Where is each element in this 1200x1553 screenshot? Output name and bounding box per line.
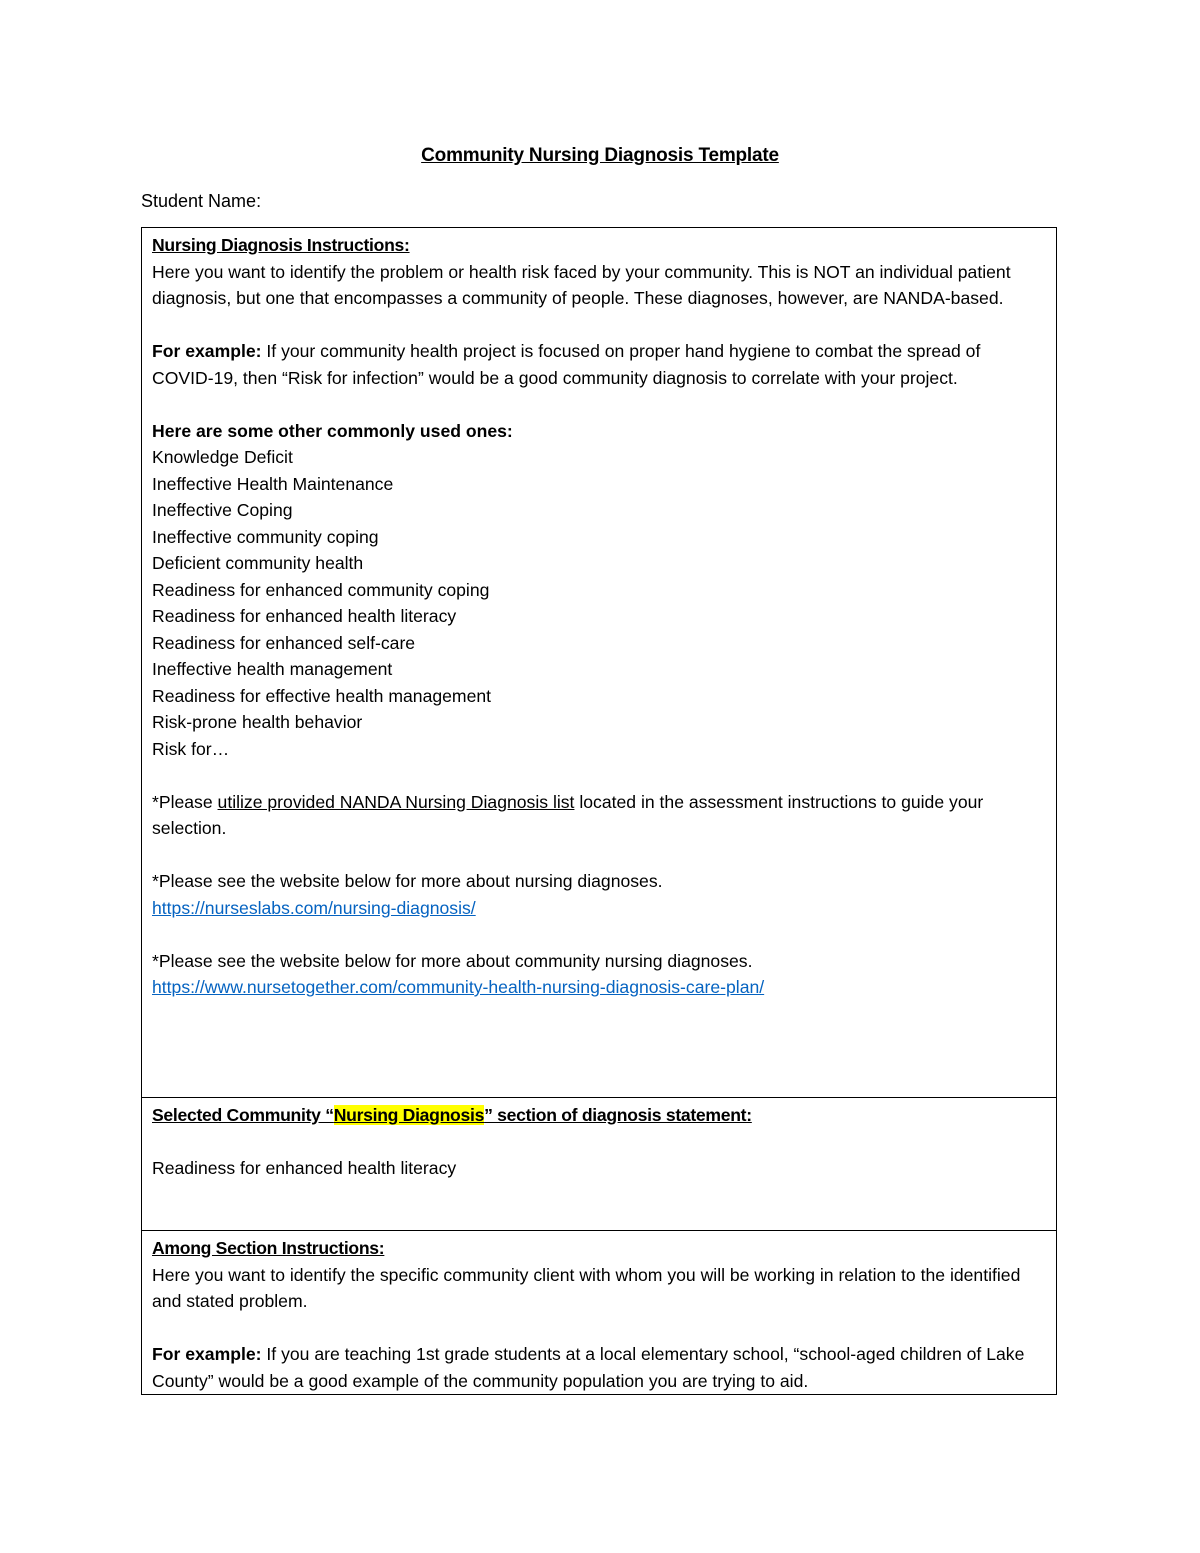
nursing-diagnoses-note: *Please see the website below for more about nursing diagnoses. xyxy=(152,871,663,891)
table-row xyxy=(142,228,1057,1098)
list-item: Ineffective Coping xyxy=(152,500,293,520)
nurseslabs-link[interactable]: https://nurseslabs.com/nursing-diagnosis/ xyxy=(152,897,476,918)
table-row xyxy=(142,1231,1057,1395)
list-item: Knowledge Deficit xyxy=(152,447,293,467)
nanda-list-note xyxy=(152,789,1046,842)
highlighted-term: Nursing Diagnosis xyxy=(333,1105,485,1125)
list-item: Risk for… xyxy=(152,738,230,759)
list-item: Readiness for enhanced self-care xyxy=(152,632,416,653)
among-section-intro: Here you want to identify the specific community client with whom you will be working in relation to the identified and stated problem. xyxy=(152,1264,1021,1311)
example-label: For example: xyxy=(152,341,262,361)
list-item: Readiness for enhanced health literacy xyxy=(152,606,457,626)
list-item: Ineffective community coping xyxy=(152,526,379,547)
section-intro: Here you want to identify the problem or health risk faced by your community. This is NOT an individual patient diagnosis, but one that encompasses a community of people. These diagnoses, however, are NANDA-based. xyxy=(152,261,1011,308)
list-item: Risk-prone health behavior xyxy=(152,712,363,732)
community-diagnoses-note: *Please see the website below for more about community nursing diagnoses. xyxy=(152,950,753,971)
heading-prefix: Selected Community “ xyxy=(152,1105,334,1125)
list-item: Ineffective health management xyxy=(152,659,393,679)
note-suffix: located in the assessment instructions to guide your selection. xyxy=(152,791,984,838)
selected-diagnosis-heading xyxy=(152,1102,1046,1129)
among-section-cell[interactable] xyxy=(142,1231,1057,1395)
section-heading: Nursing Diagnosis Instructions: xyxy=(152,235,410,255)
example-text: If you are teaching 1st grade students at a local elementary school, “school-aged children of Lake County” would be a good example of the community population you are trying to aid. xyxy=(152,1344,1025,1391)
among-example-paragraph xyxy=(152,1341,1046,1394)
list-item: Deficient community health xyxy=(152,553,364,573)
example-label: For example: xyxy=(152,1344,262,1364)
list-item: Readiness for enhanced community coping xyxy=(152,579,490,600)
note-prefix: *Please xyxy=(152,791,218,812)
table-row xyxy=(142,1098,1057,1231)
example-paragraph xyxy=(152,338,1046,391)
student-name-label: Student Name: xyxy=(141,191,262,211)
diagnosis-table xyxy=(141,227,1057,1395)
nursing-diagnosis-instructions-cell[interactable] xyxy=(142,228,1057,1098)
list-heading: Here are some other commonly used ones: xyxy=(152,420,513,441)
example-text: If your community health project is focused on proper hand hygiene to combat the spread of COVID-19, then “Risk for infection” would be a good community diagnosis to correlate with your project. xyxy=(152,341,981,388)
heading-suffix: ” section of diagnosis statement: xyxy=(484,1105,752,1125)
among-section-heading: Among Section Instructions: xyxy=(152,1238,385,1258)
document-title: Community Nursing Diagnosis Template xyxy=(421,145,779,166)
nursetogether-link[interactable]: https://www.nursetogether.com/community-health-nursing-diagnosis-care-plan/ xyxy=(152,977,765,997)
nanda-list-reference: utilize provided NANDA Nursing Diagnosis list xyxy=(217,791,575,812)
list-item: Ineffective Health Maintenance xyxy=(152,473,394,494)
selected-diagnosis-cell[interactable] xyxy=(142,1098,1057,1231)
selected-diagnosis-answer[interactable]: Readiness for enhanced health literacy xyxy=(152,1158,457,1178)
list-item: Readiness for effective health management xyxy=(152,685,492,706)
